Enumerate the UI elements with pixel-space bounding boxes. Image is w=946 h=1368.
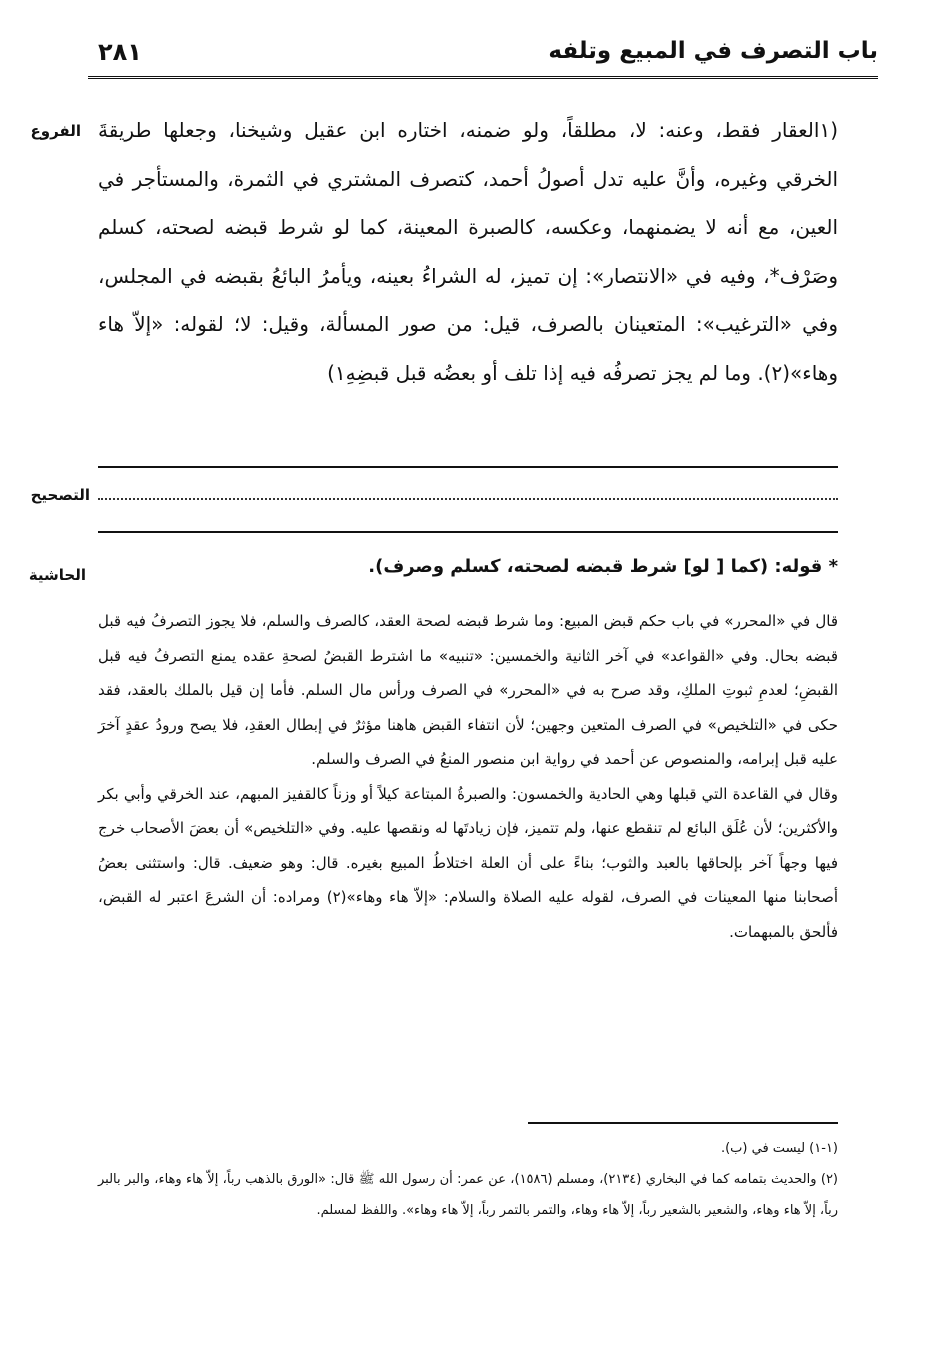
page-number: ٢٨١	[98, 38, 142, 66]
margin-label-furu: الفروع	[30, 122, 81, 140]
footnote: (١-١) ليست في (ب).	[720, 1141, 838, 1156]
page-header	[88, 36, 878, 79]
margin-label-tashih: التصحيح	[30, 486, 90, 504]
footnotes	[98, 1133, 838, 1226]
hashiya-paragraph: وقال في القاعدة التي قبلها وهي الحادية والخمسون: والصبرةُ المبتاعة كيلاً أو وزناً كالقفيز المبهم، عند الخرقي وأبي بكر والأكثرين؛ لأن عُلَق البائع لم تنقطع عنها، ولم تتميز، فإن زيادتَها له ونقصها عليه. وفي «التلخيص» أن بعضَ الأصحاب خرج فيها وجهاً آخر بإلحاقها بالعبد والثوب؛ بناءً على أن العلة اختلاطُ المبيع بغيره. قال: وهو ضعيف. قال: واستثنى بعضُ أصحابنا منها المعينات في الصرف، لقوله عليه الصلاة والسلام: «إلاّ هاء وهاء»(٢) ومراده: أن الشرعَ اعتبر له القبض، فألحق بالمبهمات.	[98, 784, 838, 941]
chapter-title: باب التصرف في المبيع وتلفه	[548, 38, 878, 64]
hashiya-paragraph: قال في «المحرر» في باب حكم قبض المبيع: وما شرط قبضه لصحة العقد، كالصرف والسلم، فلا يجوز التصرفُ فيه قبل قبضه بحال. وفي «القواعد» في آخر الثانية والخمسين: «تنبيه» ما اشترط القبضُ لصحةِ عقده يمنع التصرفُ فيه قبل القبضِ؛ لعدمِ ثبوتِ الملكِ، وقد صرح به في «المحرر» في الصرف ورأس مال السلم. فأما إن قيل بالملك بالعقد، فقد حكى في «التلخيص» في الصرف المتعين وجهين؛ لأن انتفاء القبض هاهنا مؤثرٌ في إبطال العقدِ، فلا يصح ورودُ عقدٍ آخرَ عليه قبل إبرامه، والمنصوص عن أحمد في رواية ابن منصور المنعُ في الصرف والسلم.	[98, 612, 838, 768]
footnote: (٢) والحديث بتمامه كما في البخاري (٢١٣٤)، ومسلم (١٥٨٦)، عن عمر: أن رسول الله ﷺ قال: «الورق بالذهب رباً، إلاّ هاء وهاء، والبر بالبر رباً، إلاّ هاء وهاء، والشعير بالشعير رباً، إلاّ هاء وهاء، والتمر بالتمر رباً، إلاّ هاء وهاء». واللفظ لمسلم.	[98, 1172, 838, 1218]
margin-label-hashiya: الحاشية	[28, 566, 86, 584]
hashiya-body	[98, 604, 838, 949]
footnote-divider	[528, 1122, 838, 1124]
hashiya-heading: * قوله: (كما [ لو] شرط قبضه لصحته، كسلم وصرف).	[368, 556, 838, 577]
main-text-furu: (١العقار فقط، وعنه: لا، مطلقاً، ولو ضمنه، اختاره ابن عقيل وشيخنا، وجعلها طريقةَ الخرقي وغيره، وأنَّ عليه تدل أصولُ أحمد، كتصرف المشتري في الثمرة، والمستأجر في العين، مع أنه لا يضمنهما، وعكسه، كالصبرة المعينة، كما لو شرط قبضه لصحته، كسلم وصَرْف*، وفيه في «الانتصار»: إن تميز، له الشراءُ بعينه، ويأمرُ البائعُ بقبضه في المجلس، وفي «الترغيب»: المتعينان بالصرف، قيل: من صور المسألة، وقيل: لا؛ لقوله: «إلاّ هاء وهاء»(٢). وما لم يجز تصرفُه فيه إذا تلف أو بعضُه قبل قبضِهِ١)	[98, 118, 838, 385]
section-divider	[98, 531, 838, 533]
tashih-dotted-line	[98, 498, 838, 500]
section-divider	[98, 466, 838, 468]
